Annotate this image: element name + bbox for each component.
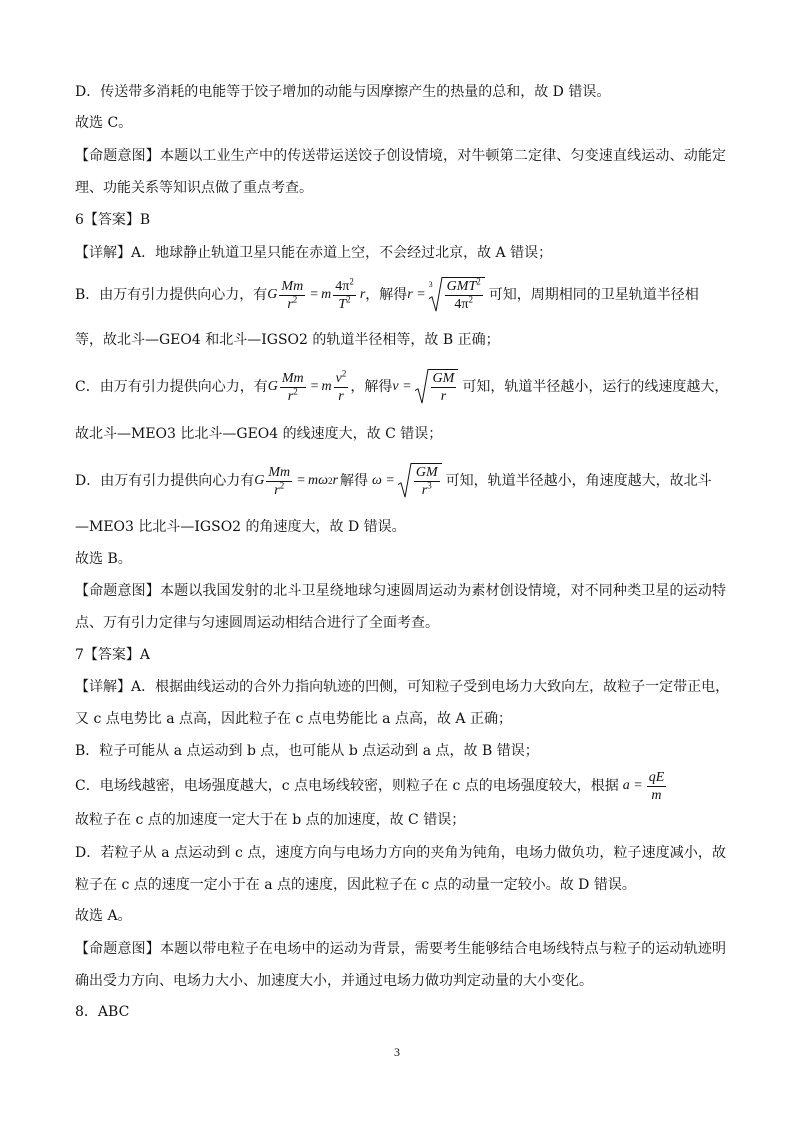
text-line: 【命题意图】本题以带电粒子在电场中的运动为背景，需要考生能够结合电场线特点与粒子的运动轨迹明 — [75, 941, 727, 957]
text-line: 故选 B。 — [75, 551, 132, 567]
text-segment: C．电场线越密，电场强度越大，c 点电场线较密，则粒子在 c 点的电场强度较大，根据 — [75, 778, 619, 794]
formula-line — [75, 272, 726, 318]
text-line: D．传送带多消耗的电能等于饺子增加的动能与因摩擦产生的热量的总和，故 D 错误。 — [75, 84, 611, 100]
square-root: $\frac{GM}{r}$ — [415, 369, 459, 405]
text-segment: 可知，周期相同的卫星轨道半径相 — [488, 287, 699, 303]
text-line: 又 c 点电势比 a 点高，因此粒子在 c 点电势能比 a 点高，故 A 正确； — [75, 711, 512, 727]
formula: G $\frac{Mm}{r^2}$ = m $\frac{v^2}{r}$ — [267, 367, 347, 404]
fraction: $\frac{Mm}{r^2}$ — [281, 278, 304, 312]
answer-heading: 7【答案】A — [75, 647, 151, 663]
text-segment: C．由万有引力提供向心力，有 — [75, 379, 268, 395]
text-line — [75, 146, 726, 166]
text-line: 确出受力方向、电场力大小、加速度大小，并通过电场力做功判定动量的大小变化。 — [75, 973, 593, 989]
formula: G $\frac{Mm}{r^2}$ = mω 2 r — [254, 464, 338, 498]
text-line: B．粒子可能从 a 点运动到 b 点，也可能从 b 点运动到 a 点，故 B 错误； — [75, 743, 539, 759]
text-line: 等，故北斗—GEO4 和北斗—IGSO2 的轨道半径相等，故 B 正确； — [75, 332, 500, 348]
text-line: 【详解】A．地球静止轨道卫星只能在赤道上空，不会经过北京，故 A 错误； — [75, 245, 553, 261]
text-segment: 可知，轨道半径越小，角速度越大，故北斗 — [445, 473, 712, 489]
section-label: 【命题意图】 — [75, 148, 160, 164]
text-line: 故粒子在 c 点的加速度一定大于在 b 点的加速度，故 C 错误； — [75, 812, 466, 828]
text-segment: 本题以工业生产中的传送带运送饺子创设情境，对牛顿第二定律、匀变速直线运动、动能定 — [159, 148, 727, 164]
text-segment: 可知，轨道半径越小，运行的线速度越大， — [462, 379, 729, 395]
text-segment: ，解得 — [365, 287, 408, 303]
section-label: 【命题意图】 — [75, 583, 160, 599]
formula-line — [75, 365, 729, 409]
text-line: 【命题意图】本题以我国发射的北斗卫星绕地球匀速圆周运动为素材创设情境，对不同种类卫星的运动特 — [75, 583, 727, 599]
text-segment: 解得 — [340, 473, 368, 489]
formula: r = 3 $\frac{GMT^2}{4\pi^2}$ — [407, 277, 484, 313]
answer-heading: 8．ABC — [75, 1004, 130, 1020]
formula-line — [75, 458, 726, 504]
formula: ω = $\frac{GM}{r^3}$ — [372, 463, 442, 499]
text-segment: B．由万有引力提供向心力，有 — [75, 287, 268, 303]
text-line: 故选 A。 — [75, 908, 132, 924]
formula: v = $\frac{GM}{r}$ — [392, 369, 458, 405]
text-line: —MEO3 比北斗—IGSO2 的角速度大，故 D 错误。 — [75, 519, 406, 535]
text-line: 【详解】A．根据曲线运动的合外力指向轨迹的凹侧，可知粒子受到电场力大致向左，故粒子一定带正电， — [75, 679, 730, 695]
fraction: $\frac{4\pi^2}{T^2}$ — [335, 275, 354, 312]
text-line: 点、万有引力定律与匀速圆周运动相结合进行了全面考查。 — [75, 615, 439, 631]
answer-heading: 6【答案】B — [75, 212, 151, 228]
text-line: 故选 C。 — [75, 115, 133, 131]
formula-line — [75, 766, 726, 806]
text-line: 理、功能关系等知识点做了重点考查。 — [75, 180, 313, 196]
text-segment: D．由万有引力提供向心力有 — [75, 473, 255, 489]
cube-root: $\frac{GMT^2}{4\pi^2}$ — [429, 277, 485, 313]
text-line: 粒子在 c 点的速度一定小于在 a 点的速度，因此粒子在 c 点的动量一定较小。故 D 错误。 — [75, 877, 636, 893]
text-line: D．若粒子从 a 点运动到 c 点，速度方向与电场力方向的夹角为钝角，电场力做负功，粒子速度减小，故 — [75, 845, 726, 861]
text-segment: ，解得 — [350, 379, 393, 395]
formula: G $\frac{Mm}{r^2}$ = m $\frac{4\pi^2}{T^2}$ r — [267, 275, 366, 312]
square-root: $\frac{GM}{r^3}$ — [398, 463, 442, 499]
page-number: 3 — [394, 1045, 400, 1059]
formula: a = $\frac{qE}{m}$ — [622, 769, 665, 803]
text-line: 故北斗—MEO3 比北斗—GEO4 的线速度大，故 C 错误； — [75, 426, 443, 442]
section-label: 【命题意图】 — [75, 941, 160, 957]
